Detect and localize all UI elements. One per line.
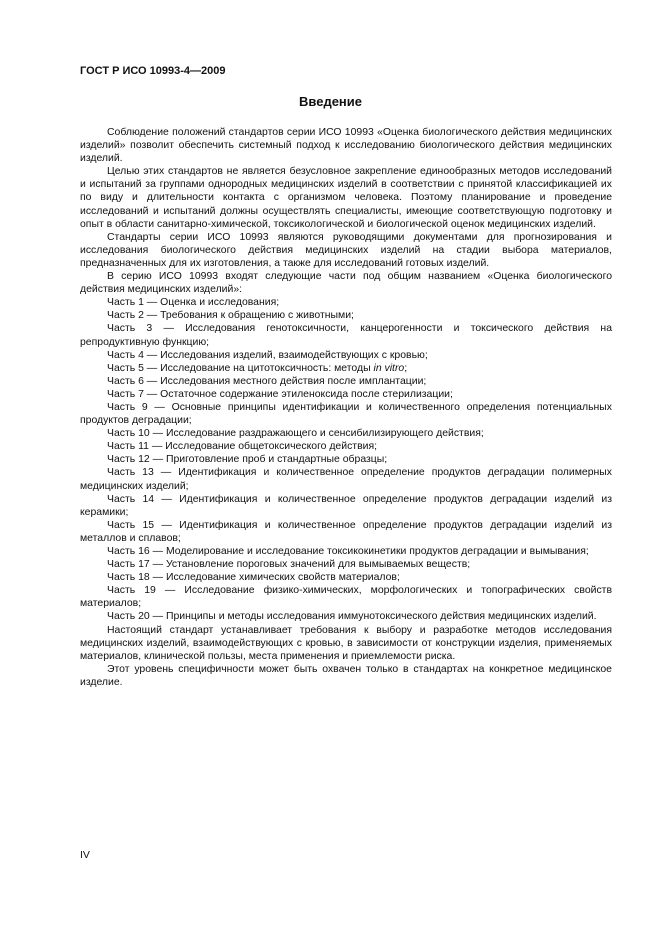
list-item: Часть 16 — Моделирование и исследование токсикокинетики продуктов деградации и вымывания; <box>107 546 589 557</box>
list-item: Часть 19 — Исследование физико-химических, морфологических и топографических свойств материалов; <box>80 585 612 610</box>
list-item: Часть 18 — Исследование химических свойств материалов; <box>107 572 400 584</box>
list-item: Часть 17 — Установление пороговых значений для вымываемых веществ; <box>107 559 471 571</box>
paragraph: Стандарты серии ИСО 10993 являются руководящими документами для прогнозирования и исследования биологического действия медицинских изделий на стадии выбора материалов, предназначенных для их изготовления, а также для исследований готовых изделий. <box>80 231 612 269</box>
page-number: IV <box>80 849 90 861</box>
paragraph: Соблюдение положений стандартов серии ИСО 10993 «Оценка биологического действия медицинских изделий» позволит обеспечить системный подход к исследованию биологического действия медицинских изделий. <box>80 127 612 165</box>
list-item: Часть 15 — Идентификация и количественное определение продуктов деградации изделий из металлов и сплавов; <box>80 519 612 544</box>
document-header: ГОСТ Р ИСО 10993-4—2009 <box>80 65 226 77</box>
section-title: Введение <box>299 94 362 109</box>
list-item: Часть 12 — Приготовление проб и стандартные образцы; <box>107 454 388 466</box>
list-item: Часть 13 — Идентификация и количественное определение продуктов деградации полимерных медицинских изделий; <box>80 467 612 492</box>
text: ; <box>404 362 408 374</box>
list-item: Часть 6 — Исследования местного действия после имплантации; <box>107 375 427 387</box>
list-item: Часть 20 — Принципы и методы исследования иммунотоксического действия медицинских изделий. <box>107 611 597 623</box>
paragraph: В серию ИСО 10993 входят следующие части под общим названием «Оценка биологического действия медицинских изделий»: <box>80 271 612 296</box>
list-item: Часть 9 — Основные принципы идентификации и количественного определения потенциальных продуктов деградации; <box>80 401 612 427</box>
paragraph: Настоящий стандарт устанавливает требования к выбору и разработке методов исследования медицинских изделий, взаимодействующих с кровью, в зависимости от конструкции изделия, применяемых материалов, клинической пользы, места применения и приемлемости риска. <box>80 624 612 662</box>
list-item: Часть 1 — Оценка и исследования; <box>107 297 280 309</box>
list-item: Часть 11 — Исследование общетоксического действия; <box>107 441 377 453</box>
list-item: Часть 3 — Исследования генотоксичности, канцерогенности и токсического действия на репродуктивную функцию; <box>80 323 612 348</box>
list-item: Часть 2 — Требования к обращению с животными; <box>107 310 354 322</box>
list-item: Часть 4 — Исследования изделий, взаимодействующих с кровью; <box>107 349 428 361</box>
list-item: Часть 10 — Исследование раздражающего и сенсибилизирующего действия; <box>107 428 484 440</box>
list-item: Часть 14 — Идентификация и количественное определение продуктов деградации изделий из керамики; <box>80 493 612 518</box>
paragraph: Целью этих стандартов не является безусловное закрепление единообразных методов исследований и испытаний за группами однородных медицинских изделий в соответствии с принятой классификацией их по виду и длительности контакта с организмом человека. Поэтому планирование и проведение исследований и испытаний должны осуществлять специалисты, имеющие соответствующую подготовку и опыт в области санитарно-химической, токсикологической и биологической оценок медицинских изделий. <box>80 166 612 230</box>
document-body <box>80 126 612 689</box>
list-item: Часть 7 — Остаточное содержание этиленоксида после стерилизации; <box>107 388 453 400</box>
italic-text: in vitro <box>373 362 405 374</box>
list-item <box>80 362 612 375</box>
paragraph: Этот уровень специфичности может быть охвачен только в стандартах на конкретное медицинское изделие. <box>80 663 612 688</box>
text: Часть 5 — Исследование на цитотоксичность: методы <box>107 362 374 374</box>
